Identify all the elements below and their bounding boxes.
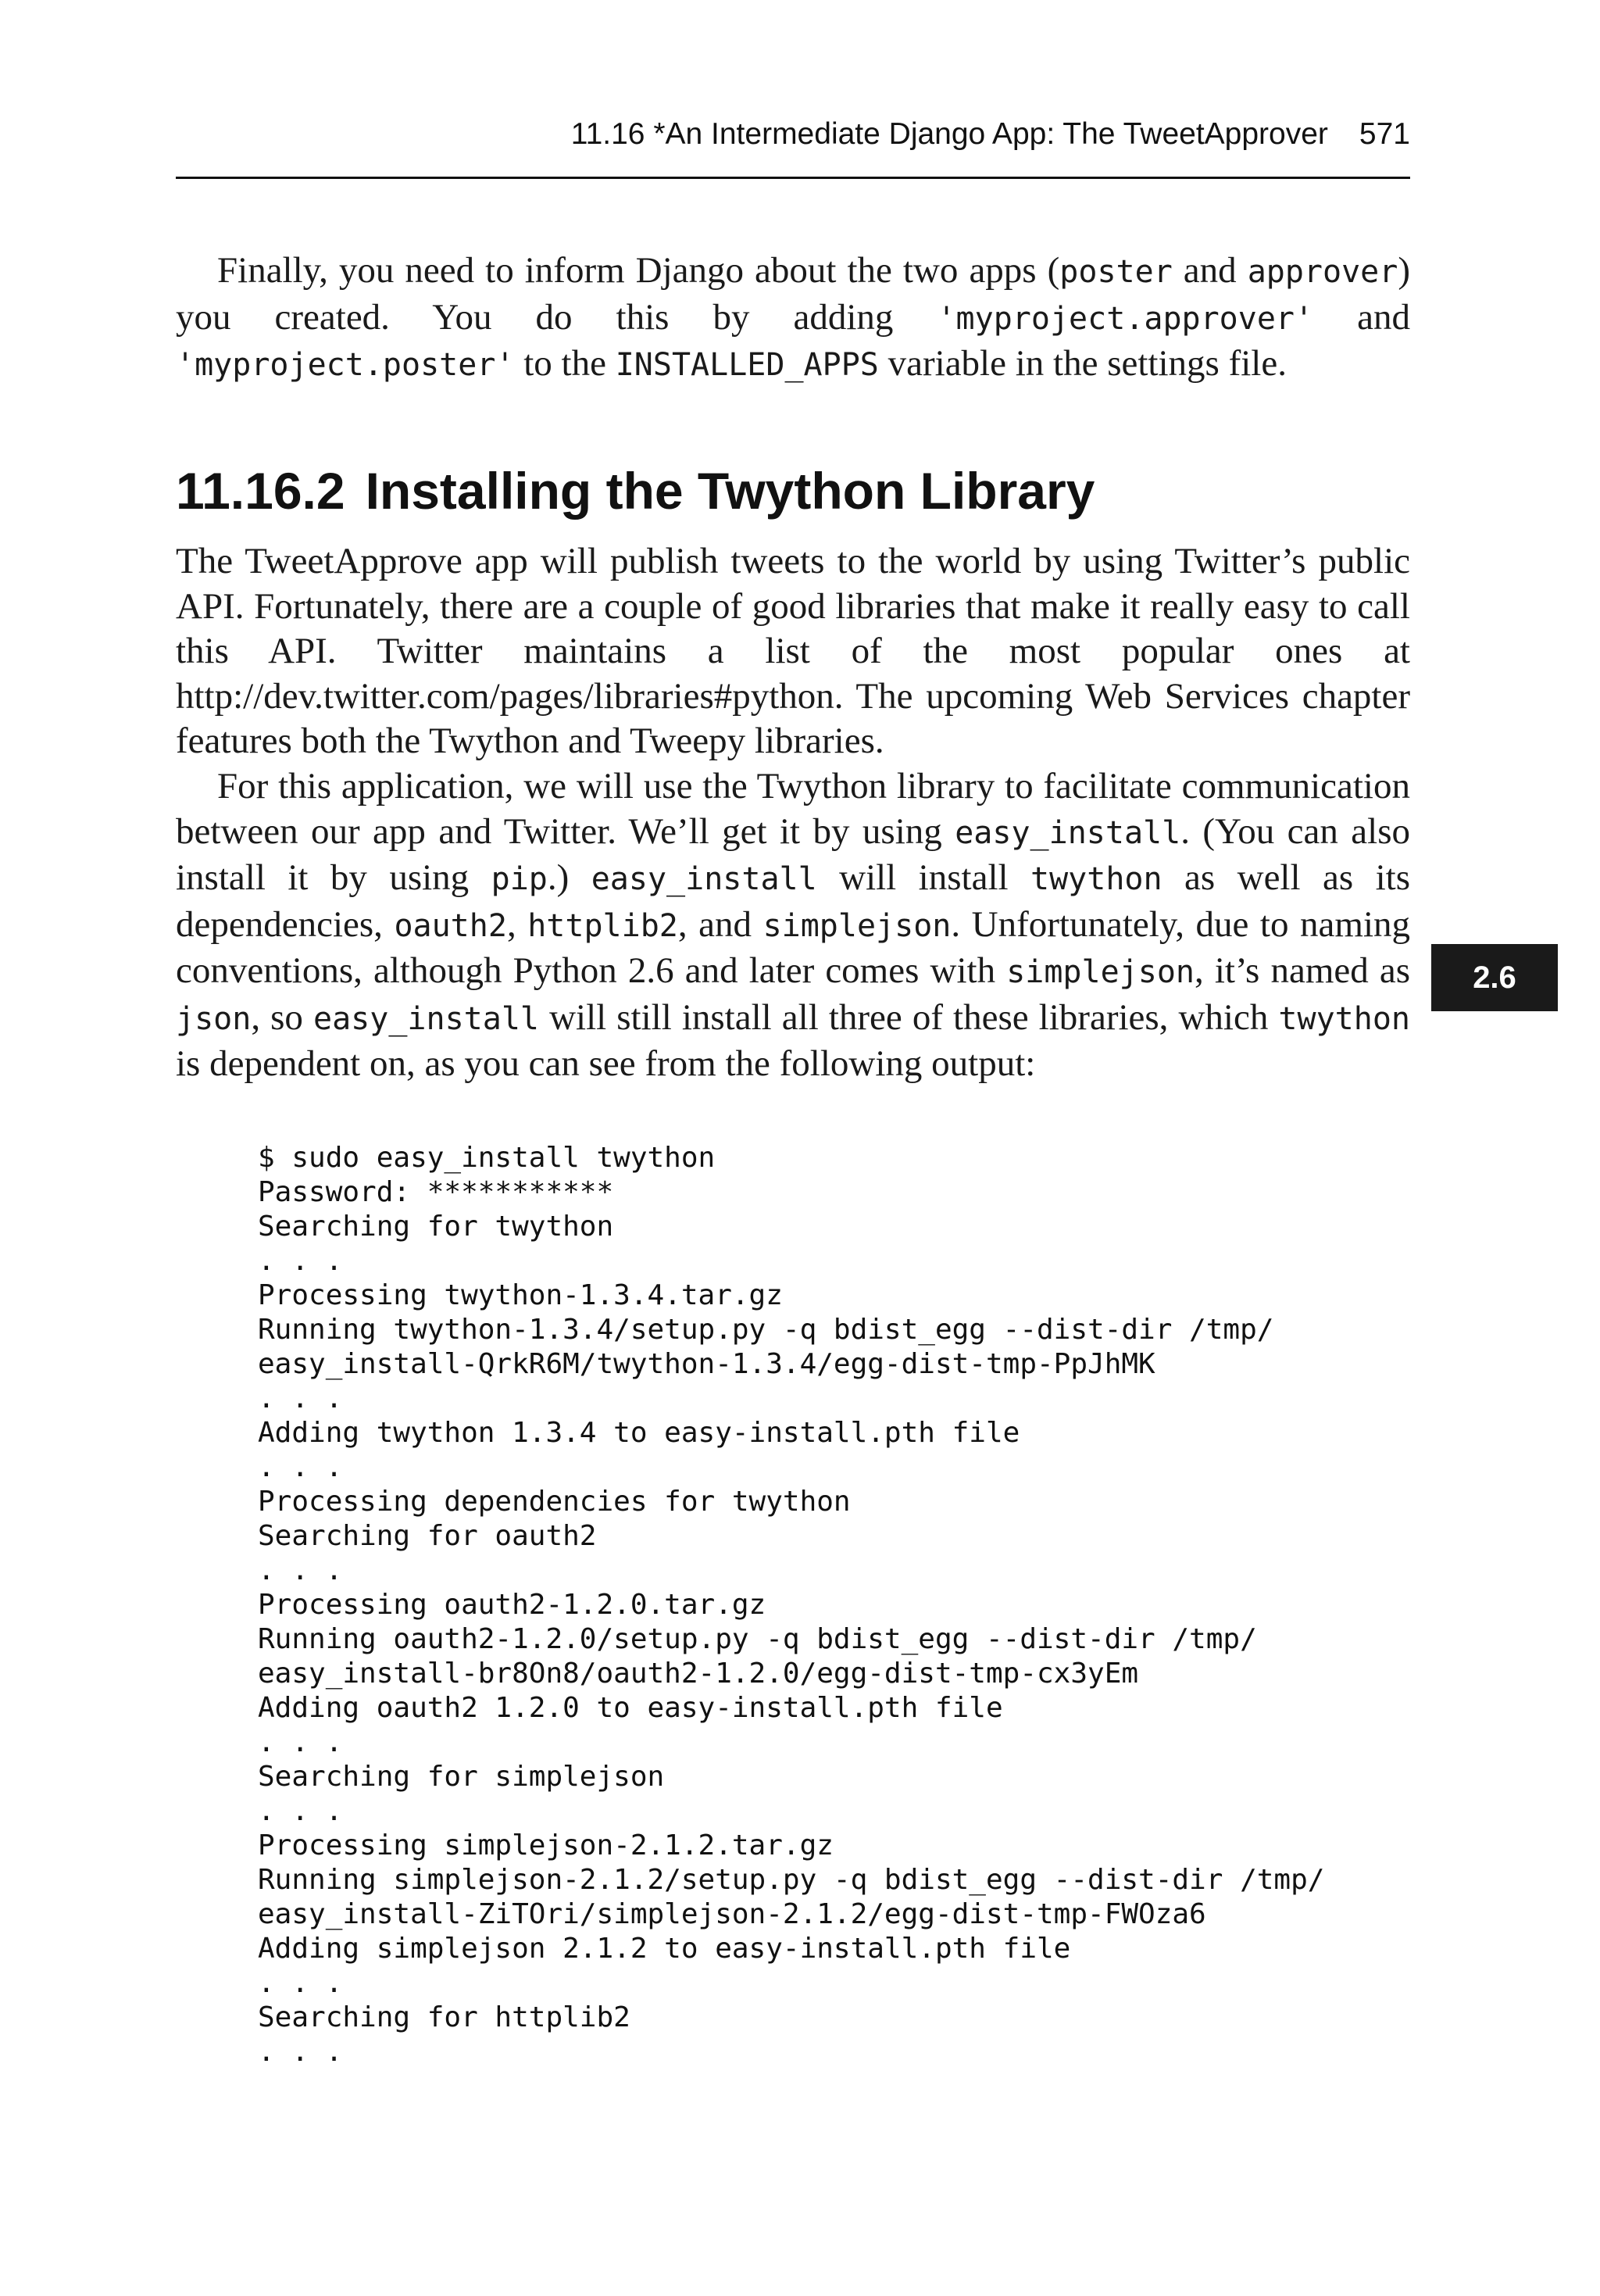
para3-text: as well as its dependencies, bbox=[176, 857, 1410, 945]
code-line: Processing twython-1.3.4.tar.gz bbox=[258, 1279, 783, 1311]
inline-code: easy_install bbox=[313, 1000, 539, 1037]
code-line: . . . bbox=[258, 1795, 343, 1827]
para3-text: , so bbox=[251, 996, 314, 1038]
para2-text: The TweetApprove app will publish tweets to the world by using Twitter’s public API. Fortunately, there are a couple of good libraries that make it really easy to call this API. Twitter maintains a list of the most popular ones at http://dev.twitter.com/pages/libraries#python. The upcoming Web Services chapter features both the Twython and Tweepy libraries. bbox=[176, 541, 1410, 761]
para1-text: to the bbox=[514, 343, 616, 384]
header-rule bbox=[176, 177, 1410, 179]
code-line: Password: *********** bbox=[258, 1176, 614, 1208]
page-number: 571 bbox=[1359, 117, 1410, 151]
code-line: easy_install-br8On8/oauth2-1.2.0/egg-dist-tmp-cx3yEm bbox=[258, 1658, 1139, 1690]
inline-code: easy_install bbox=[955, 814, 1181, 851]
para3-text: . Unfortunately, due to naming conventions, although Python 2.6 and later comes with bbox=[176, 903, 1410, 991]
code-line: Running simplejson-2.1.2/setup.py -q bdist_egg --dist-dir /tmp/ bbox=[258, 1864, 1325, 1896]
running-head-title: 11.16 *An Intermediate Django App: The TweetApprover bbox=[570, 117, 1328, 151]
code-line: Processing simplejson-2.1.2.tar.gz bbox=[258, 1829, 834, 1861]
section-heading bbox=[176, 460, 1095, 522]
para3-text: is dependent on, as you can see from the following output: bbox=[176, 1043, 1036, 1084]
inline-code: oauth2 bbox=[394, 907, 507, 944]
code-line: Adding simplejson 2.1.2 to easy-install.pth file bbox=[258, 1933, 1071, 1965]
para1-text: and bbox=[1313, 296, 1410, 338]
inline-code: pip bbox=[491, 861, 548, 897]
inline-code: simplejson bbox=[762, 907, 952, 944]
code-listing bbox=[258, 1141, 1324, 2069]
para3-text: .) bbox=[547, 857, 591, 898]
para1-text: and bbox=[1172, 250, 1248, 291]
inline-code: simplejson bbox=[1006, 954, 1195, 990]
code-line: Adding oauth2 1.2.0 to easy-install.pth file bbox=[258, 1692, 1003, 1724]
code-line: Processing oauth2-1.2.0.tar.gz bbox=[258, 1589, 766, 1621]
inline-code: INSTALLED_APPS bbox=[615, 347, 879, 383]
code-line: Searching for twython bbox=[258, 1211, 614, 1243]
code-line: . . . bbox=[258, 2036, 343, 2068]
code-line: Running oauth2-1.2.0/setup.py -q bdist_egg --dist-dir /tmp/ bbox=[258, 1623, 1257, 1655]
code-line: . . . bbox=[258, 1726, 343, 1758]
section-title: Installing the Twython Library bbox=[365, 462, 1095, 520]
code-line: easy_install-QrkR6M/twython-1.3.4/egg-dist-tmp-PpJhMK bbox=[258, 1348, 1155, 1380]
para3-text: For this application, we will use the Twython library to facilitate communication between our app and Twitter. We’ll get it by using bbox=[176, 766, 1410, 852]
inline-code: 'myproject.approver' bbox=[937, 300, 1314, 337]
section-number: 11.16.2 bbox=[176, 462, 345, 520]
code-line: . . . bbox=[258, 1382, 343, 1414]
code-line: . . . bbox=[258, 1451, 343, 1483]
code-line: Searching for oauth2 bbox=[258, 1520, 597, 1552]
inline-code: 'myproject.poster' bbox=[176, 347, 515, 383]
para3-text: , it’s named as bbox=[1195, 950, 1410, 991]
code-line: Searching for httplib2 bbox=[258, 2001, 630, 2033]
code-line: Running twython-1.3.4/setup.py -q bdist_egg --dist-dir /tmp/ bbox=[258, 1314, 1274, 1346]
para1-text: variable in the settings file. bbox=[878, 343, 1287, 384]
code-line: . . . bbox=[258, 1967, 343, 1999]
chapter-thumb-tab: 2.6 bbox=[1431, 944, 1558, 1011]
inline-code: approver bbox=[1247, 254, 1398, 290]
para1-text: ) you created. You do this by adding bbox=[176, 250, 1410, 338]
code-line: easy_install-ZiTOri/simplejson-2.1.2/egg-dist-tmp-FWOza6 bbox=[258, 1898, 1206, 1930]
code-line: . . . bbox=[258, 1554, 343, 1586]
para3-text: , and bbox=[677, 903, 763, 945]
paragraph-installed-apps bbox=[176, 249, 1410, 388]
paragraph-twitter-api bbox=[176, 539, 1410, 764]
code-line: Processing dependencies for twython bbox=[258, 1486, 851, 1518]
code-line: $ sudo easy_install twython bbox=[258, 1142, 716, 1174]
inline-code: twython bbox=[1030, 861, 1162, 897]
code-line: . . . bbox=[258, 1245, 343, 1277]
code-line: Adding twython 1.3.4 to easy-install.pth file bbox=[258, 1417, 1020, 1449]
para3-text: , bbox=[506, 903, 528, 945]
running-head bbox=[176, 117, 1410, 152]
inline-code: twython bbox=[1278, 1000, 1410, 1037]
para3-text: . (You can also install it by using bbox=[176, 810, 1410, 898]
inline-code: easy_install bbox=[591, 861, 817, 897]
inline-code: httplib2 bbox=[527, 907, 678, 944]
para3-text: will still install all three of these libraries, which bbox=[539, 996, 1279, 1038]
para3-text: will install bbox=[816, 857, 1031, 898]
para1-text: Finally, you need to inform Django about the two apps ( bbox=[217, 250, 1060, 291]
paragraph-twython-install bbox=[176, 764, 1410, 1087]
code-line: Searching for simplejson bbox=[258, 1761, 665, 1793]
inline-code: poster bbox=[1059, 254, 1173, 290]
inline-code: json bbox=[176, 1000, 252, 1037]
